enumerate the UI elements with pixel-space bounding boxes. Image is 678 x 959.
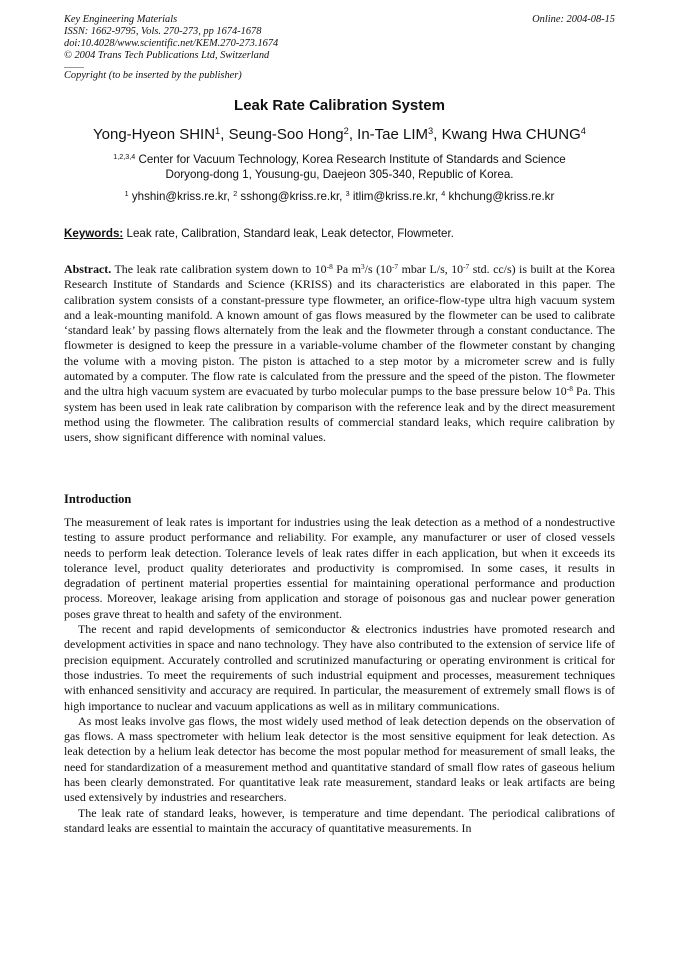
abstract-label: Abstract. xyxy=(64,262,112,276)
paragraph: The leak rate of standard leaks, however, is temperature and time dependant. The periodical calibrations of standard leaks are essential to maintain the accuracy of quantitative measurements. In xyxy=(64,805,615,835)
email-link[interactable]: itlim@kriss.re.kr, xyxy=(349,190,442,203)
keywords-label: Keywords: xyxy=(64,227,124,240)
email-link[interactable]: yhshin@kriss.re.kr, xyxy=(128,190,234,203)
copyright-note: Copyright (to be inserted by the publisher) xyxy=(64,70,242,81)
author-sup: 1 xyxy=(215,125,221,136)
email-list: $^1$ yhshin@kriss.re.kr, $^2$ sshong@kriss.re.kr, $^3$ itlim@kriss.re.kr, $^4$ khchung@kriss.re.kr xyxy=(124,189,555,203)
affiliation-line-2: Doryong-dong 1, Yousung-gu, Daejeon 305-340, Republic of Korea. xyxy=(165,168,514,181)
paragraph: As most leaks involve gas flows, the most widely used method of leak detection depends on the observation of gas flows. A mass spectrometer with helium leak detector is the most sensitive equipment for leak detection. As leak detection by a helium leak detector has become the most popular method for measurement of small leaks, the need for standardization of a measurement method and quantitative standard of small flow rates of gaseous helium has been clearly demonstrated. For quantitative leak rate measurement, standard leaks or leak artifacts are being used extensively by industries and researchers. xyxy=(64,713,615,805)
author-name: Kwang Hwa CHUNG xyxy=(441,126,581,143)
affiliation xyxy=(64,152,615,182)
online-date: Online: 2004-08-15 xyxy=(532,14,615,25)
author-sup: 3 xyxy=(428,125,434,136)
abstract: Abstract. The leak rate calibration system down to $10^{-8}$ Pa $m^3/s$ ($10^{-7}$ mbar L/s, $10^{-7}$ std. cc/s) is built at the Korea Research Institute of Standards and Science (KRISS) and its characteristics are elaborated in this paper. The calibration system consists of a constant-pressure type flowmeter, an orifice-flow-type ultra high vacuum system and a leak-mounting manifold. A known amount of gas flows measured by the flowmeter can be used to calibrate ‘standard leak’ by passing flows alternately from the leak and the flowmeter through a constant conductance. The flowmeter is designed to keep the pressure in a variable-volume chamber of the flowmeter constant by changing the volume with a moving piston. The piston is attached to a step motor by a micrometer screw and is fully automated by a computer. The flow rate is calculated from the pressure and the speed of the piston. The flowmeter and the ultra high vacuum system are evacuated by turbo molecular pumps to the base pressure below $10^{-8}$ Pa. This system has been used in leak rate calibration by comparison with the reference leak and by the direct measurement method using the flowmeter. The calibration results of commercial standard leaks, which require calibration by users, show significant difference with nominal values. xyxy=(64,261,615,445)
author-name: Yong-Hyeon SHIN xyxy=(93,126,216,143)
paper-title: Leak Rate Calibration System xyxy=(234,97,445,114)
journal-name: Key Engineering Materials xyxy=(64,14,178,25)
introduction-heading: Introduction xyxy=(64,492,132,506)
author-sup: 2 xyxy=(343,125,349,136)
email-link[interactable]: khchung@kriss.re.kr xyxy=(445,190,555,203)
paragraph: The measurement of leak rates is important for industries using the leak detection as a method of a nondestructive testing to assure product performance and reliability. For example, any manufacturer or user of closed vessels needs to perform leak detection. Tolerance levels of leak rates differ in each application, but when it exceeds its tolerance level, product quality deteriorates and productivity is compromised. In some cases, it results in degradation of pertinent material properties essential for maintaining operational performance and production process. Moreover, leakage arising from application and storage of poisonous gas and nuclear power generation poses grave threat to health and safety of the environment. xyxy=(64,515,615,621)
affiliation-line-1: Center for Vacuum Technology, Korea Research Institute of Standards and Science xyxy=(135,153,566,166)
author-sup: 4 xyxy=(580,125,586,136)
header-rule xyxy=(64,67,84,68)
doi-line: doi:10.4028/www.scientific.net/KEM.270-273.1674 xyxy=(64,38,279,49)
keywords xyxy=(64,226,615,241)
email-link[interactable]: sshong@kriss.re.kr, xyxy=(237,190,346,203)
keywords-text: Leak rate, Calibration, Standard leak, Leak detector, Flowmeter. xyxy=(123,227,454,240)
paragraph: The recent and rapid developments of semiconductor & electronics industries have promoted research and development activities in space and nano technology. They have also contributed to the extension of service life of precision equipment. Accurately controlled and scrutinized manufacturing or operating environment is critical for those industries. To meet the requirements of such industrial equipment and processes, measurement techniques with enhanced sensitivity and accuracy are required. In particular, the measurement of extremely small flows is of high importance to nuclear and vacuum applications as well as in military communications. xyxy=(64,622,615,713)
affiliation-sup: 1,2,3,4 xyxy=(113,152,136,162)
publisher-copyright: © 2004 Trans Tech Publications Ltd, Switzerland xyxy=(64,50,270,61)
author-name: In-Tae LIM xyxy=(357,126,429,143)
introduction-body xyxy=(64,515,615,836)
journal-header xyxy=(64,14,615,62)
issn-line: ISSN: 1662-9795, Vols. 270-273, pp 1674-1678 xyxy=(64,26,262,37)
author-list: Yong-Hyeon SHIN$^1$, Seung-Soo Hong$^2$, In-Tae LIM$^3$, Kwang Hwa CHUNG$^4$ xyxy=(93,125,586,143)
author-name: Seung-Soo Hong xyxy=(228,126,344,143)
